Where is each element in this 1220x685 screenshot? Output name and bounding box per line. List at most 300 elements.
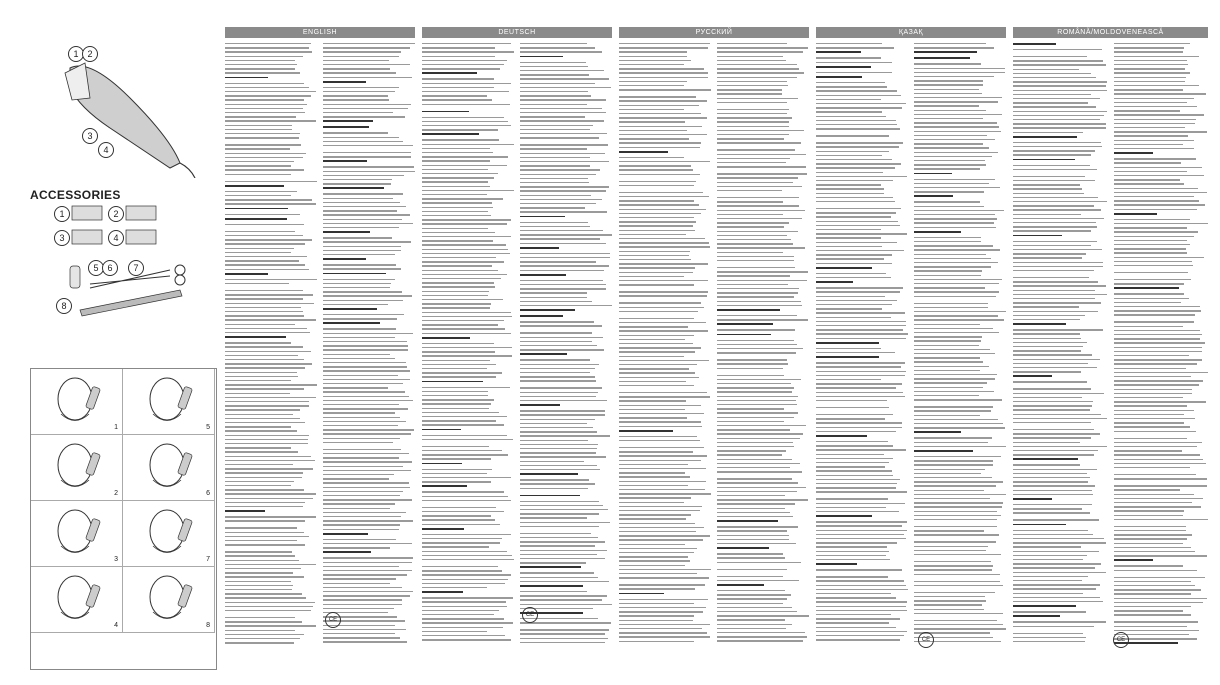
text-line	[422, 303, 491, 304]
text-line	[520, 62, 586, 63]
text-line	[323, 337, 395, 338]
text-line	[914, 332, 999, 333]
text-line	[1013, 473, 1087, 474]
text-line	[520, 74, 589, 75]
text-line	[1013, 580, 1082, 581]
text-line	[619, 544, 685, 545]
section-heading-line	[422, 485, 467, 487]
text-line	[914, 183, 989, 184]
text-line	[914, 340, 981, 341]
text-line	[816, 99, 881, 100]
text-line	[520, 505, 603, 506]
text-line	[1013, 102, 1088, 103]
text-line	[225, 165, 291, 166]
text-line	[1114, 257, 1204, 258]
text-line	[717, 359, 787, 360]
text-line	[520, 558, 605, 559]
text-line	[914, 456, 1001, 457]
section-heading-line	[323, 258, 366, 260]
text-line	[717, 130, 804, 131]
text-line	[323, 198, 393, 199]
text-line	[816, 201, 895, 202]
text-line	[520, 414, 605, 415]
step-illustration	[123, 567, 213, 631]
text-line	[422, 265, 492, 266]
section-heading-line	[1013, 235, 1062, 237]
text-line	[816, 146, 899, 147]
text-line	[323, 68, 390, 69]
text-line	[619, 311, 698, 312]
section-heading-line	[1114, 213, 1157, 215]
text-line	[619, 85, 684, 86]
text-line	[225, 303, 314, 304]
text-line	[422, 198, 503, 199]
text-line	[323, 570, 412, 571]
text-line	[422, 555, 512, 556]
text-line	[323, 206, 406, 207]
text-line	[619, 620, 693, 621]
section-heading-line	[717, 520, 778, 522]
text-line	[1114, 209, 1197, 210]
text-line	[1114, 272, 1189, 273]
text-line	[323, 287, 390, 288]
text-line	[717, 292, 798, 293]
text-line	[323, 608, 394, 609]
text-line	[422, 507, 496, 508]
text-line	[422, 152, 493, 153]
column-kazakh	[816, 27, 1006, 667]
text-line	[914, 296, 996, 297]
text-line	[717, 580, 799, 581]
text-line	[816, 188, 884, 189]
text-line	[520, 325, 602, 326]
text-line	[1114, 60, 1188, 61]
text-line	[323, 250, 401, 251]
text-line	[1013, 409, 1090, 410]
text-line	[225, 47, 309, 48]
text-line	[619, 204, 699, 205]
text-block	[1013, 43, 1208, 653]
text-line	[422, 454, 508, 455]
text-line	[619, 599, 708, 600]
text-line	[1013, 534, 1093, 535]
text-line	[816, 475, 893, 476]
text-line	[225, 224, 304, 225]
section-heading-line	[422, 72, 477, 74]
text-line	[520, 120, 604, 121]
text-line	[816, 635, 904, 636]
text-line	[816, 172, 883, 173]
accessories-illustration	[30, 198, 215, 328]
text-line	[520, 144, 608, 145]
text-line	[619, 209, 706, 210]
text-line	[619, 251, 690, 252]
text-line	[323, 529, 399, 530]
text-line	[1114, 418, 1196, 419]
text-line	[520, 448, 597, 449]
text-line	[520, 211, 607, 212]
text-line	[717, 210, 805, 211]
text-line	[225, 606, 313, 607]
text-line	[1013, 222, 1096, 223]
text-line	[914, 519, 997, 520]
text-line	[1013, 154, 1091, 155]
text-line	[619, 302, 701, 303]
text-line	[1114, 231, 1198, 232]
text-line	[1114, 519, 1208, 520]
text-line	[225, 161, 294, 162]
text-line	[1013, 209, 1101, 210]
text-line	[520, 488, 588, 489]
text-line	[323, 641, 407, 642]
text-line	[816, 246, 882, 247]
text-line	[816, 379, 881, 380]
text-line	[1013, 98, 1100, 99]
text-line	[816, 221, 898, 222]
text-line	[717, 482, 798, 483]
text-line	[422, 56, 495, 57]
text-line	[1114, 127, 1186, 128]
text-line	[619, 440, 700, 441]
text-line	[619, 121, 685, 122]
text-line	[1013, 123, 1106, 124]
text-line	[225, 520, 305, 521]
text-line	[323, 474, 394, 475]
text-line	[619, 213, 701, 214]
text-line	[1114, 414, 1184, 415]
text-line	[520, 99, 606, 100]
text-line	[717, 569, 787, 570]
callout-3: 3	[82, 128, 98, 144]
text-line	[914, 406, 993, 407]
text-line	[619, 364, 697, 365]
text-line	[816, 466, 885, 467]
text-line	[914, 604, 982, 605]
text-line	[1013, 241, 1097, 242]
text-line	[1114, 192, 1208, 193]
text-line	[225, 239, 312, 240]
section-heading-line	[520, 566, 581, 568]
text-line	[816, 237, 881, 238]
text-line	[1114, 321, 1195, 322]
text-line	[816, 135, 889, 136]
text-line	[520, 261, 596, 262]
text-line	[422, 121, 508, 122]
text-line	[816, 487, 896, 488]
text-line	[1114, 515, 1183, 516]
text-line	[717, 387, 794, 388]
column-header: ENGLISH	[225, 27, 415, 38]
text-line	[717, 166, 806, 167]
text-line	[619, 527, 704, 528]
text-line	[520, 47, 595, 48]
text-line	[816, 530, 907, 531]
text-line	[619, 603, 694, 604]
text-line	[1013, 494, 1093, 495]
text-line	[520, 392, 598, 393]
text-line	[717, 619, 785, 620]
text-line	[1013, 333, 1080, 334]
text-line	[422, 51, 514, 52]
section-heading-line	[717, 334, 771, 336]
text-line	[1114, 330, 1201, 331]
text-line	[225, 414, 293, 415]
text-line	[520, 182, 589, 183]
text-line	[1114, 485, 1208, 486]
acc-callout-4: 4	[108, 230, 124, 246]
text-line	[717, 205, 799, 206]
text-line	[1114, 81, 1186, 82]
text-line	[323, 314, 404, 315]
text-line	[1013, 567, 1095, 568]
text-line	[1013, 422, 1091, 423]
text-line	[225, 174, 291, 175]
text-line	[717, 93, 782, 94]
text-line	[1114, 77, 1186, 78]
text-line	[520, 533, 591, 534]
text-line	[619, 138, 689, 139]
text-line	[816, 618, 900, 619]
text-line	[816, 180, 893, 181]
text-line	[422, 91, 509, 92]
text-line	[1114, 347, 1203, 348]
text-line	[225, 634, 304, 635]
text-line	[225, 642, 294, 643]
text-line	[717, 231, 798, 232]
text-line	[816, 95, 901, 96]
text-line	[619, 272, 693, 273]
text-line	[717, 98, 798, 99]
text-line	[914, 395, 979, 396]
text-line	[619, 109, 684, 110]
section-heading-line	[520, 216, 565, 218]
text-line	[619, 351, 695, 352]
text-line	[520, 288, 606, 289]
text-line	[619, 523, 695, 524]
text-line	[520, 280, 603, 281]
text-line	[619, 335, 694, 336]
text-line	[422, 240, 493, 241]
text-line	[619, 531, 696, 532]
section-heading-line	[520, 309, 575, 311]
text-line	[323, 391, 405, 392]
text-line	[717, 113, 787, 114]
text-line	[422, 435, 507, 436]
column-russian	[619, 27, 809, 667]
text-line	[225, 602, 315, 603]
text-line	[1013, 106, 1096, 107]
text-line	[619, 318, 694, 319]
text-line	[619, 396, 710, 397]
text-line	[323, 51, 401, 52]
section-heading-line	[717, 584, 764, 586]
text-line	[619, 514, 691, 515]
text-line	[1114, 589, 1201, 590]
text-line	[717, 508, 785, 509]
text-line	[225, 489, 304, 490]
text-line	[1013, 437, 1091, 438]
acc-callout-5: 5	[88, 260, 104, 276]
text-line	[520, 91, 588, 92]
text-line	[520, 297, 587, 298]
text-line	[422, 223, 507, 224]
text-line	[816, 151, 889, 152]
text-line	[225, 597, 306, 598]
text-line	[422, 202, 492, 203]
text-line	[816, 72, 892, 73]
text-line	[1013, 450, 1098, 451]
text-line	[717, 553, 783, 554]
section-heading-line	[816, 281, 853, 283]
text-line	[1114, 454, 1200, 455]
text-line	[520, 186, 609, 187]
text-line	[323, 449, 401, 450]
text-line	[1114, 240, 1188, 241]
text-line	[914, 410, 991, 411]
section-heading-line	[914, 450, 973, 452]
text-line	[520, 161, 609, 162]
text-line	[914, 550, 986, 551]
text-line	[520, 153, 605, 154]
text-line	[1013, 626, 1094, 627]
text-line	[914, 374, 997, 375]
text-line	[619, 565, 685, 566]
text-line	[422, 68, 500, 69]
text-line	[422, 333, 511, 334]
text-line	[520, 87, 611, 88]
text-line	[1013, 477, 1090, 478]
text-line	[225, 610, 311, 611]
text-line	[914, 245, 993, 246]
text-line	[914, 526, 997, 527]
text-line	[225, 405, 309, 406]
text-line	[1114, 102, 1187, 103]
text-line	[914, 266, 991, 267]
text-line	[1114, 144, 1184, 145]
text-line	[422, 627, 503, 628]
section-heading-line	[1013, 615, 1060, 617]
text-line	[914, 227, 996, 228]
text-line	[520, 483, 595, 484]
text-line	[816, 263, 892, 264]
text-line	[225, 630, 295, 631]
text-line	[1114, 389, 1192, 390]
text-line	[520, 116, 585, 117]
text-line	[422, 542, 500, 543]
text-line	[816, 569, 902, 570]
text-line	[816, 62, 892, 63]
text-line	[717, 201, 783, 202]
text-line	[323, 345, 408, 346]
section-heading-line	[1013, 458, 1078, 460]
text-line	[619, 330, 708, 331]
text-block	[619, 43, 809, 653]
text-line	[816, 585, 906, 586]
text-line	[619, 185, 694, 186]
text-line	[717, 425, 806, 426]
text-line	[520, 410, 605, 411]
text-line	[225, 108, 303, 109]
section-heading-line	[323, 120, 373, 122]
text-line	[1114, 179, 1181, 180]
text-line	[323, 442, 393, 443]
text-line	[225, 393, 290, 394]
step-number: 3	[114, 556, 118, 563]
text-line	[422, 60, 507, 61]
text-line	[422, 395, 488, 396]
text-line	[619, 436, 697, 437]
text-line	[914, 511, 997, 512]
text-block	[816, 43, 1006, 653]
text-line	[619, 472, 685, 473]
text-line	[619, 577, 709, 578]
text-line	[1013, 584, 1100, 585]
text-line	[422, 597, 513, 598]
text-line	[1114, 98, 1194, 99]
acc-callout-8: 8	[56, 298, 72, 314]
text-line	[914, 324, 980, 325]
text-line	[520, 427, 593, 428]
text-line	[422, 500, 511, 501]
text-line	[422, 524, 500, 525]
step-number: 2	[114, 490, 118, 497]
text-line	[1114, 334, 1203, 335]
text-line	[422, 236, 511, 237]
section-heading-line	[520, 585, 583, 587]
text-line	[520, 513, 599, 514]
text-line	[816, 82, 885, 83]
text-line	[225, 551, 292, 552]
section-heading-line	[520, 274, 566, 276]
text-line	[225, 214, 300, 215]
text-line	[422, 211, 488, 212]
text-line	[520, 396, 596, 397]
text-line	[717, 256, 794, 257]
text-line	[520, 174, 596, 175]
text-line	[520, 270, 604, 271]
text-line	[1013, 572, 1106, 573]
section-heading-line	[816, 76, 862, 78]
text-line	[619, 405, 701, 406]
text-line	[816, 229, 881, 230]
text-line	[520, 469, 600, 470]
text-line	[323, 295, 412, 296]
text-line	[816, 551, 889, 552]
text-line	[914, 481, 1003, 482]
text-line	[914, 214, 995, 215]
text-line	[1114, 252, 1187, 253]
text-line	[1013, 176, 1085, 177]
text-line	[816, 445, 893, 446]
text-line	[422, 364, 496, 365]
text-line	[1114, 204, 1206, 205]
text-line	[1013, 542, 1106, 543]
text-line	[914, 291, 999, 292]
text-line	[1114, 384, 1200, 385]
text-line	[1013, 184, 1080, 185]
text-line	[816, 208, 901, 209]
text-line	[1114, 148, 1194, 149]
text-line	[816, 338, 906, 339]
text-line	[914, 237, 981, 238]
text-line	[717, 319, 808, 320]
text-line	[520, 112, 606, 113]
text-line	[1013, 315, 1085, 316]
text-line	[1114, 175, 1204, 176]
text-line	[1013, 193, 1084, 194]
ce-mark: CE	[522, 607, 538, 623]
text-line	[1013, 611, 1086, 612]
